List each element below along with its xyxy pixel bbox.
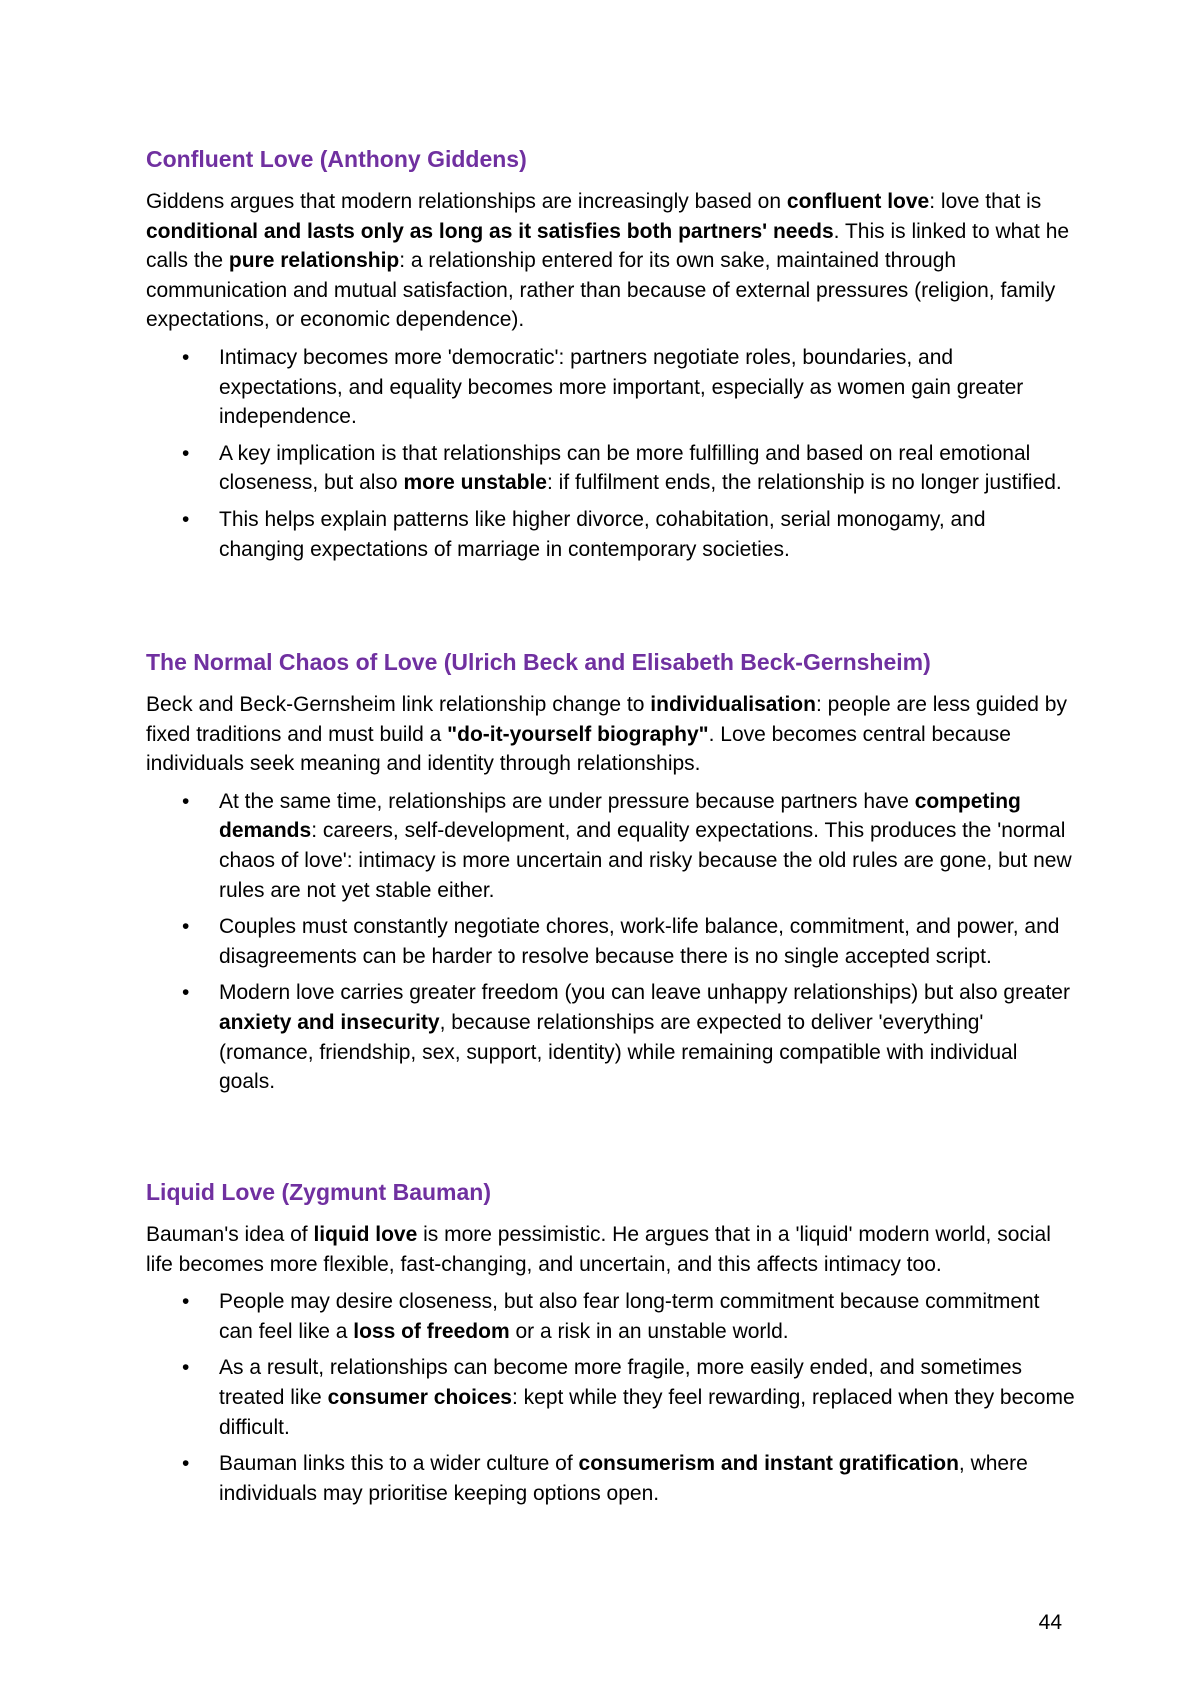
bullet-item: [146, 912, 1076, 971]
text-run: This helps explain patterns like higher divorce, cohabitation, serial monogamy, and changing expectations of marriage in contemporary societies.: [219, 507, 986, 561]
bold-term: conditional and lasts only as long as it satisfies both partners' needs: [146, 219, 834, 243]
bullet-text: [219, 912, 1076, 971]
text-run: Beck and Beck-Gernsheim link relationship change to: [146, 693, 651, 716]
text-run: or a risk in an unstable world.: [509, 1319, 789, 1343]
text-run: Couples must constantly negotiate chores, work-life balance, commitment, and power, and disagreements can be harder to resolve because there is no single accepted script.: [219, 915, 1060, 968]
bullet-text: [219, 978, 1076, 1096]
bullet-list: [146, 1287, 1076, 1508]
text-run: A key implication is that relationships can be more fulfilling and based on real emotional closeness, but also: [219, 441, 1031, 495]
text-run: Giddens argues that modern relationships are increasingly based on: [146, 190, 787, 213]
bold-term: "do-it-yourself biography": [447, 722, 709, 746]
bold-term: competing demands: [219, 789, 1021, 843]
text-run: People may desire closeness, but also fear long-term commitment because commitment can feel like a: [219, 1290, 1040, 1343]
text-run: : if fulfilment ends, the relationship is no longer justified.: [546, 471, 1062, 495]
bullet-marker: •: [182, 915, 190, 939]
bold-term: liquid love: [313, 1223, 418, 1246]
bullet-text: [219, 1449, 1076, 1508]
text-run: , because relationships are expected to deliver 'everything' (romance, friendship, sex, support, identity) while remaining compatible with individual goals.: [219, 1010, 1018, 1094]
text-run: : kept while they feel rewarding, replaced when they become difficult.: [219, 1385, 1075, 1439]
page-number: 44: [1038, 1611, 1062, 1634]
bold-term: more unstable: [403, 471, 547, 495]
text-run: As a result, relationships can become more fragile, more easily ended, and sometimes treated like: [219, 1356, 1023, 1409]
text-run: , where individuals may prioritise keeping options open.: [219, 1452, 1028, 1505]
bullet-item: [146, 343, 1076, 432]
text-run: . Love becomes central because individuals seek meaning and identity through relationships.: [146, 722, 1011, 776]
bullet-item: [146, 787, 1076, 905]
bullet-list: [146, 787, 1076, 1097]
section-normal-chaos-of-love: [146, 648, 1076, 1104]
bold-term: loss of freedom: [353, 1319, 510, 1343]
section-heading: Liquid Love (Zygmunt Bauman): [146, 1179, 491, 1205]
bullet-marker: •: [182, 1356, 190, 1380]
bullet-text: [219, 505, 1076, 564]
bold-term: anxiety and insecurity: [219, 1010, 440, 1034]
bullet-list: [146, 343, 1076, 564]
bullet-text: [219, 1353, 1076, 1442]
bullet-marker: •: [182, 1290, 190, 1314]
bullet-marker: •: [182, 789, 190, 813]
text-run: : love that is: [929, 190, 1042, 213]
section-heading: The Normal Chaos of Love (Ulrich Beck and Elisabeth Beck-Gernsheim): [146, 649, 931, 675]
text-run: : a relationship entered for its own sake, maintained through communication and mutual satisfaction, rather than because of external pressures (religion, family expectations, or economic dependence).: [146, 249, 1056, 332]
bullet-item: [146, 439, 1076, 498]
bullet-item: [146, 1449, 1076, 1508]
text-run: Modern love carries greater freedom (you can leave unhappy relationships) but also greater: [219, 981, 1070, 1005]
bold-term: individualisation: [650, 693, 816, 716]
bullet-marker: •: [182, 981, 190, 1005]
bullet-marker: •: [182, 507, 190, 531]
text-run: : people are less guided by fixed traditions and must build a: [146, 693, 1067, 746]
section-intro: [146, 187, 1076, 335]
text-run: Bauman links this to a wider culture of: [219, 1452, 579, 1476]
text-run: Intimacy becomes more 'democratic': partners negotiate roles, boundaries, and expectations, and equality becomes more important, especially as women gain greater independence.: [219, 345, 1024, 429]
text-run: Bauman's idea of: [146, 1223, 314, 1246]
bullet-item: [146, 978, 1076, 1096]
bullet-item: [146, 1287, 1076, 1346]
bold-term: pure relationship: [228, 249, 400, 273]
bullet-marker: •: [182, 1452, 190, 1476]
bullet-text: [219, 343, 1076, 432]
text-run: is more pessimistic. He argues that in a 'liquid' modern world, social life becomes more flexible, fast-changing, and uncertain, and this affects intimacy too.: [146, 1223, 1051, 1276]
text-run: . This is linked to what he calls the: [146, 219, 1070, 273]
text-run: At the same time, relationships are under pressure because partners have: [219, 789, 915, 813]
bullet-item: [146, 505, 1076, 564]
bold-term: consumer choices: [327, 1385, 512, 1409]
section-intro: [146, 1220, 1076, 1279]
bold-term: consumerism and instant gratification: [578, 1452, 959, 1476]
section-intro: [146, 690, 1076, 779]
section-heading: Confluent Love (Anthony Giddens): [146, 146, 527, 172]
text-run: : careers, self-development, and equality expectations. This produces the 'normal chaos of love': intimacy is more uncertain and risky because the old rules are gone, but new rules are not yet stable either.: [219, 819, 1072, 902]
section-confluent-love: [146, 145, 1076, 571]
bullet-text: [219, 439, 1076, 498]
section-liquid-love: [146, 1178, 1076, 1515]
bullet-text: [219, 1287, 1076, 1346]
bold-term: confluent love: [786, 190, 930, 213]
bullet-marker: •: [182, 345, 190, 369]
bullet-marker: •: [182, 441, 190, 465]
bullet-item: [146, 1353, 1076, 1442]
bullet-text: [219, 787, 1076, 905]
